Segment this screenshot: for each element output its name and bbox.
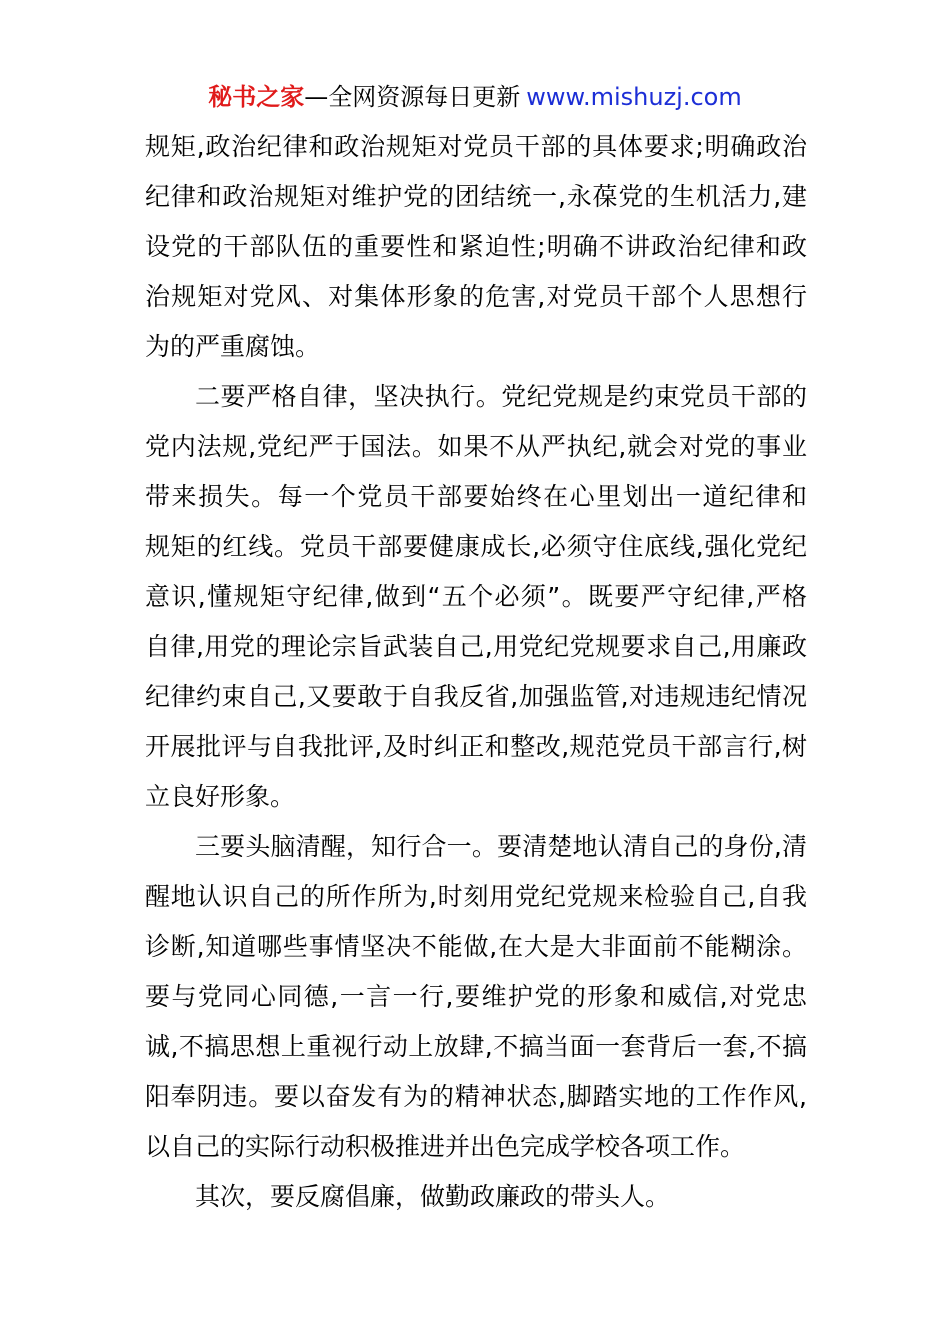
paragraph-line: 纪律和政治规矩对维护党的团结统一,永葆党的生机活力,建 bbox=[145, 182, 807, 211]
paragraph-line: 二要严格自律，坚决执行。党纪党规是约束党员干部的 bbox=[195, 382, 807, 411]
paragraph-4 bbox=[145, 1172, 807, 1222]
header-url: www.mishuzj.com bbox=[526, 83, 742, 111]
paragraph-2 bbox=[145, 372, 807, 822]
page-header bbox=[0, 80, 950, 114]
document-body bbox=[145, 122, 807, 1222]
paragraph-line: 党内法规,党纪严于国法。如果不从严执纪,就会对党的事业 bbox=[145, 432, 807, 461]
paragraph-line: 其次，要反腐倡廉，做勤政廉政的带头人。 bbox=[195, 1182, 671, 1211]
paragraph-line: 意识,懂规矩守纪律,做到“五个必须”。既要严守纪律,严格 bbox=[145, 582, 807, 611]
paragraph-line: 设党的干部队伍的重要性和紧迫性;明确不讲政治纪律和政 bbox=[145, 232, 807, 261]
paragraph-line: 阳奉阴违。要以奋发有为的精神状态,脚踏实地的工作作风, bbox=[145, 1082, 807, 1111]
paragraph-line: 自律,用党的理论宗旨武装自己,用党纪党规要求自己,用廉政 bbox=[145, 632, 807, 661]
paragraph-line: 规矩的红线。党员干部要健康成长,必须守住底线,强化党纪 bbox=[145, 532, 807, 561]
paragraph-line: 带来损失。每一个党员干部要始终在心里划出一道纪律和 bbox=[145, 482, 807, 511]
paragraph-3 bbox=[145, 822, 807, 1172]
header-brand: 秘书之家 bbox=[208, 83, 305, 111]
paragraph-line: 诚,不搞思想上重视行动上放肆,不搞当面一套背后一套,不搞 bbox=[145, 1032, 807, 1061]
paragraph-line: 三要头脑清醒，知行合一。要清楚地认清自己的身份,清 bbox=[195, 832, 807, 861]
paragraph-line: 治规矩对党风、对集体形象的危害,对党员干部个人思想行 bbox=[145, 282, 807, 311]
paragraph-line: 为的严重腐蚀。 bbox=[145, 332, 321, 361]
paragraph-line: 立良好形象。 bbox=[145, 782, 296, 811]
header-tagline: —全网资源每日更新 bbox=[304, 83, 521, 111]
paragraph-line: 醒地认识自己的所作所为,时刻用党纪党规来检验自己,自我 bbox=[145, 882, 807, 911]
paragraph-line: 诊断,知道哪些事情坚决不能做,在大是大非面前不能糊涂。 bbox=[145, 932, 807, 961]
paragraph-line: 规矩,政治纪律和政治规矩对党员干部的具体要求;明确政治 bbox=[145, 132, 807, 161]
paragraph-1 bbox=[145, 122, 807, 372]
paragraph-line: 纪律约束自己,又要敢于自我反省,加强监管,对违规违纪情况 bbox=[145, 682, 807, 711]
paragraph-line: 要与党同心同德,一言一行,要维护党的形象和威信,对党忠 bbox=[145, 982, 807, 1011]
paragraph-line: 开展批评与自我批评,及时纠正和整改,规范党员干部言行,树 bbox=[145, 732, 807, 761]
paragraph-line: 以自己的实际行动积极推进并出色完成学校各项工作。 bbox=[145, 1132, 746, 1161]
